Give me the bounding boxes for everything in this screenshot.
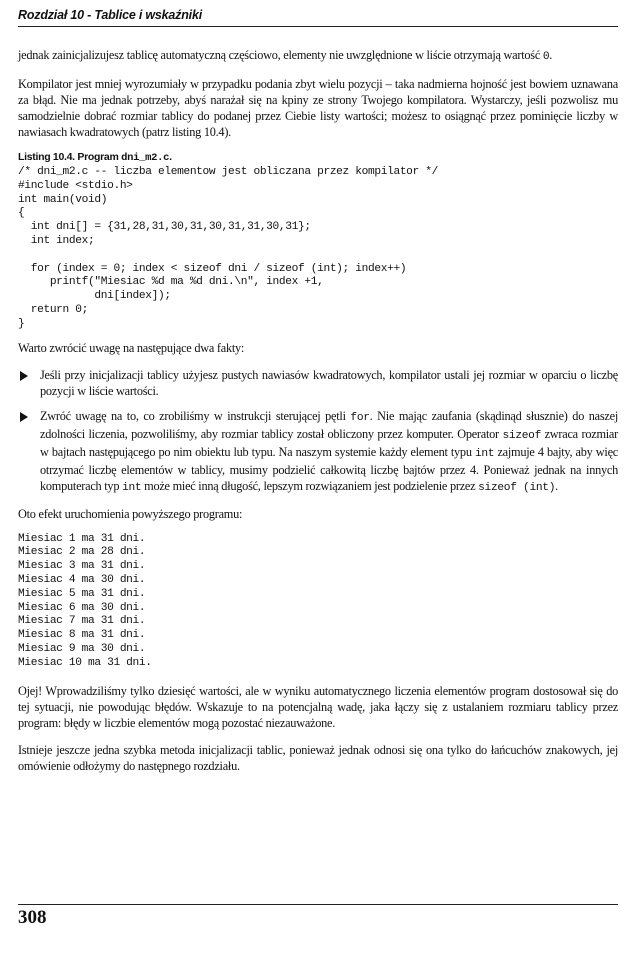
output-line: Miesiac 2 ma 28 dni.: [18, 546, 146, 559]
program-output: [18, 533, 618, 671]
output-line: Miesiac 6 ma 30 dni.: [18, 601, 146, 614]
inline-code: sizeof (int): [478, 481, 556, 494]
paragraph-conclusion: Ojej! Wprowadziliśmy tylko dziesięć wartości, ale w wyniku automatycznego liczenia elementów program dostosował się do tej sytuacji, nie powodując błędów. Wskazuje to na potencjalną wadę, jaka łączy się z ustalaniem rozmiaru tablicy przez program: błędy w liczbie elementów mogą pozostać niezauważone.: [18, 683, 618, 730]
paragraph-next-chapter: Istnieje jeszcze jedna szybka metoda inicjalizacji tablic, ponieważ jednak odnosi się ona tylko do łańcuchów znakowych, jej omówienie odłożymy do następnego rozdziału.: [18, 742, 618, 773]
output-line: Miesiac 3 ma 31 dni.: [18, 560, 146, 573]
page-footer: [18, 904, 618, 928]
paragraph-output-intro: Oto efekt uruchomienia powyższego programu:: [18, 506, 243, 521]
output-line: Miesiac 1 ma 31 dni.: [18, 532, 146, 545]
inline-code: sizeof: [502, 429, 541, 442]
book-page: [18, 8, 618, 785]
paragraph-compiler: Kompilator jest mniej wyrozumiały w przypadku podania zbyt wielu pozycji – taka nadmierna hojność jest bowiem uznawana za błąd. Nie ma jednak potrzeby, abyś narażał się na kpiny ze strony Twojego kompilatora. Wystarczy, jeśli pozwolisz mu samodzielnie dobrać rozmiar tablicy do podanej przez Ciebie listy wartości; możesz to osiągnąć przez pominięcie liczby w nawiasach kwadratowych (patrz listing 10.4).: [18, 77, 618, 139]
bullet-item: Jeśli przy inicjalizacji tablicy użyjesz pustych nawiasów kwadratowych, kompilator ustali jej rozmiar w oparciu o liczbę pozycji w liście wartości.: [18, 367, 618, 399]
page-content: [18, 47, 618, 774]
bullet-list: [18, 367, 618, 496]
listing-filename: dni_m2.c: [121, 152, 170, 164]
triangle-bullet-icon: [20, 412, 28, 422]
output-line: Miesiac 5 ma 31 dni.: [18, 587, 146, 600]
listing-title: Listing 10.4. Program dni_m2.c.: [18, 151, 172, 164]
code-listing: /* dni_m2.c -- liczba elementow jest obliczana przez kompilator */ #include <stdio.h> int main(void) { int dni[] = {31,28,31,30,31,30,31,31,30,31}; int index; for (index = 0; index < sizeof dni / sizeof (int); index++) printf("Miesiac %d ma %d dni.\n", index +1, dni[index]); return 0; }: [18, 166, 438, 330]
bullet-item: Zwróć uwagę na to, co zrobiliśmy w instrukcji sterującej pętli for. Nie mając zaufania (skądinąd słusznie) do naszej zdolności liczenia, pozwoliliśmy, aby rozmiar tablicy został obliczony przez komputer. Operator sizeof zwraca rozmiar w bajtach następującego po nim obiektu lub typu. Na naszym systemie każdy element typu int zajmuje 4 bajty, aby więc otrzymać liczbę elementów w tablicy, musimy podzielić całkowitą liczbę bajtów przez 4. Ponieważ jednak na innych komputerach typ int może mieć inną długość, lepszym rozwiązaniem jest podzielenie przez sizeof (int).: [18, 408, 618, 496]
inline-code: int: [122, 481, 142, 494]
running-header: Rozdział 10 - Tablice i wskaźniki: [18, 8, 618, 27]
output-line: Miesiac 4 ma 30 dni.: [18, 573, 146, 586]
output-line: Miesiac 9 ma 30 dni.: [18, 642, 146, 655]
page-number: 308: [18, 907, 47, 928]
inline-code: int: [474, 447, 495, 460]
paragraph-intro: jednak zainicjalizujesz tablicę automatyczną częściowo, elementy nie uwzględnione w liście otrzymają wartość 0.: [18, 48, 553, 63]
inline-code: 0: [542, 51, 550, 63]
triangle-bullet-icon: [20, 371, 28, 381]
output-line: Miesiac 7 ma 31 dni.: [18, 615, 146, 628]
paragraph-facts: Warto zwrócić uwagę na następujące dwa fakty:: [18, 340, 245, 355]
inline-code: for: [350, 411, 370, 424]
output-line: Miesiac 8 ma 31 dni.: [18, 629, 146, 642]
output-line: Miesiac 10 ma 31 dni.: [18, 656, 152, 669]
